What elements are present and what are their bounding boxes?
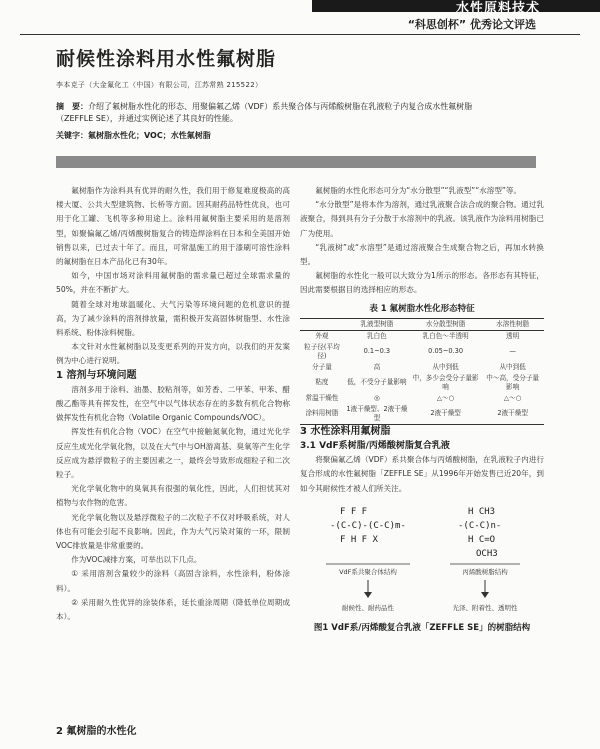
paragraph: 光化学氧化物中的臭氧具有很强的氧化性，因此，人们担忧其对植物与农作物的危害。 [56, 484, 290, 508]
table-header-cell: 乳液型树脂 [344, 318, 410, 330]
formula-text: -(C-C)n- [458, 520, 502, 531]
figure-caption: 图1 VdF系/丙烯酸复合乳液「ZEFFLE SE」的树脂结构 [313, 622, 531, 633]
arrow-icon [481, 592, 489, 598]
keywords [56, 130, 211, 141]
paragraph: “水分散型”是将本作为溶剂，通过乳液聚合法合成的聚合物。通过乳液聚合，得到具有分子分散于水溶剂中的乳液。该乳液作为涂料用树脂已广为使用。 [300, 200, 544, 238]
paragraph: 本文针对水性氟树脂以及变更系列的开发方向，以我们的开发案例为中心进行说明。 [56, 342, 290, 366]
paragraph: 将聚偏氟乙烯（VDF）系共聚合体与丙烯酸树脂，在乳液粒子内进行复合形成的水性氟树脂「ZEFFLE SE」从1996年开始发售已近20年，到如今其耐候性才被人们所关注。 [300, 455, 544, 493]
paragraph: “乳液树”或“水溶型”是通过溶液聚合生成聚合物之后，再加水转换型。 [300, 242, 544, 267]
section-divider-band [56, 156, 536, 168]
table-row [300, 404, 544, 425]
table-cell: 涂料用树脂 [300, 404, 344, 425]
table-cell: 高 [373, 362, 381, 371]
table-cell: △～○ [436, 393, 455, 402]
table-row [300, 330, 544, 342]
article-title: 耐候性涂料用水性氟树脂 [56, 48, 277, 70]
abstract-text: 介绍了氟树脂水性化的形态、用聚偏氟乙烯（VDF）系共聚合体与丙烯酸树脂在乳液粒子内复合成水性氟树脂（ZEFFLE SE），并通过实例论述了其良好的性能。 [56, 102, 473, 123]
formula-text: F H F X [340, 534, 378, 545]
arrow-icon [364, 592, 372, 598]
column-left [56, 184, 290, 624]
table-cell: 1液干燥型、2液干燥型 [344, 404, 410, 425]
table-row [300, 393, 544, 404]
structure-diagram [300, 500, 544, 622]
table-cell: ◎ [374, 393, 380, 402]
table-cell: 粘度 [315, 378, 329, 387]
figure-structure [300, 500, 544, 622]
formula-text: F F F [340, 506, 368, 517]
paragraph: 作为VOC减排方案，可举出以下几点。 [71, 555, 202, 565]
award-label: “科思创杯” 优秀论文评选 [407, 18, 536, 31]
table-cell: 乳白色 [366, 331, 387, 340]
paragraph: ② 采用耐久性优异的涂装体系，延长重涂周期（降低单位周期成本）。 [56, 597, 290, 622]
table-cell: 2液干燥型 [481, 404, 544, 425]
section-heading: 2 氟树脂的水性化 [56, 726, 137, 737]
table-cell: 外观 [315, 331, 329, 340]
header-band-title: 水性原料技术 [455, 1, 540, 16]
paragraph: 氟树脂的水性化形态可分为“水分散型”“乳液型”“水溶型”等。 [315, 186, 522, 195]
formula-text: OCH3 [476, 548, 498, 559]
table-cell: 从中到低 [432, 362, 459, 371]
fig-acr-props: 光泽、附着性、透明性 [452, 603, 518, 612]
formula-text: -(C-C)-(C-C)m- [330, 520, 406, 531]
paragraph: 光化学氧化物以及悬浮微粒子的二次粒子不仅对呼吸系统，对人体也有可能会引起不良影响。因此，作为大气污染对策的一环，限制VOC排放量是非常重要的。 [56, 512, 290, 551]
table-cell: 分子量 [312, 362, 332, 371]
table-row [300, 362, 544, 373]
table-cell: 中～高，受分子量影响 [486, 373, 540, 391]
abstract [56, 101, 496, 125]
table-cell: 2液干燥型 [410, 404, 481, 425]
table-row [300, 342, 544, 362]
table-cell: 0.05~0.30 [428, 347, 464, 356]
header-divider [20, 34, 580, 35]
author-line: 李本克子（大金氟化工（中国）有限公司，江苏常熟 215522） [56, 81, 263, 89]
table-header-cell: 水分散型树脂 [410, 318, 481, 330]
column-right [300, 184, 544, 634]
table-header-cell [300, 318, 344, 330]
table-cell: 低，不受分子量影响 [347, 378, 407, 387]
table-header-row [300, 318, 544, 330]
table-cell: △～○ [503, 393, 522, 402]
fig-vdf-props: 耐候性、耐药品性 [342, 603, 394, 612]
table-cell: 中，多少会受分子量影响 [412, 373, 479, 391]
header-band [312, 0, 600, 16]
table-cell: 粒子径(平均径) [304, 342, 340, 360]
section-heading: 3 水性涂料用氟树脂 [300, 425, 391, 437]
formula-text: H C=O [468, 534, 496, 545]
paragraph: 如今，中国市场对涂料用氟树脂的需求量已超过全球需求量的50%，并在不断扩大。 [56, 271, 290, 295]
paragraph: 氟树脂作为涂料具有优异的耐久性，我们用于修复难度极高的高楼大厦、公共大型建筑物、长桥等方面。因其耐药品特性优良，也可用于化工罐、飞机等多种用途上。涂料用氟树脂主要采用的是溶剂型，如聚偏氟乙烯/丙烯酸树脂复合的铸造焊涂料在日本和全美国开始销售以来，已过去十年了。而且，可常温施工的用于漆刷可溶性涂料的氟树脂在日本产品化已有30年。 [56, 186, 290, 267]
table-cell: 从中到低 [499, 362, 526, 371]
formula-text: H CH3 [468, 506, 496, 517]
table-cell: 乳白色～半透明 [422, 331, 469, 340]
paragraph: 随着全球对地球温暖化、大气污染等环境问题的危机意识的提高，为了减少涂料的溶剂排放量，需积极开发高固体树脂型、水性涂料系统、粉体涂料树脂。 [56, 299, 290, 338]
fig-acr-label: 丙烯酸树脂结构 [462, 567, 508, 576]
paragraph: ① 采用溶剂含量较少的涂料（高固含涂料，水性涂料，粉体涂料）。 [56, 569, 290, 593]
table-header-cell: 水溶性树脂 [481, 318, 544, 330]
keywords-text: 氟树脂水性化；VOC；水性氟树脂 [88, 131, 211, 140]
paragraph: 溶剂多用于涂料、油墨、胶粘剂等，如芳香、二甲苯、甲苯、醋酸乙酯等具有挥发性，在空气中以气体状态存在的多数有机化合物称做挥发性有机化合物（Volatile Organic Compounds/VOC）。 [56, 384, 290, 423]
subsection-heading: 3.1 VdF系树脂/丙烯酸树脂复合乳液 [300, 441, 450, 452]
data-table [300, 318, 544, 425]
section-heading: 1 溶剂与环境问题 [56, 369, 137, 381]
table-cell: 0.1~0.3 [363, 347, 391, 356]
abstract-label: 摘 要： [56, 102, 88, 111]
table-row [300, 373, 544, 393]
table-cell: — [509, 347, 516, 356]
paragraph: 挥发性有机化合物（VOC）在空气中接触氮氧化物，通过光化学反应生成光化学氧化物，以及在大气中与OH游离基、臭氧等产生化学反应成为悬浮微粒子的主要因素之一，最终会导致形成细粒子和二次粒子。 [56, 427, 290, 480]
table-cell: 透明 [506, 331, 520, 340]
paragraph: 氟树脂的水性化一般可以大致分为1所示的形态。各形态有其特征，因此需要根据目的选择相应的形态。 [300, 271, 544, 295]
fig-vdf-label: VdF系共聚合体结构 [339, 567, 397, 576]
table-cell: 常温干燥性 [305, 393, 339, 402]
table-caption: 表 1 氟树脂水性化形态特征 [369, 303, 475, 314]
keywords-label: 关键字： [56, 131, 88, 140]
